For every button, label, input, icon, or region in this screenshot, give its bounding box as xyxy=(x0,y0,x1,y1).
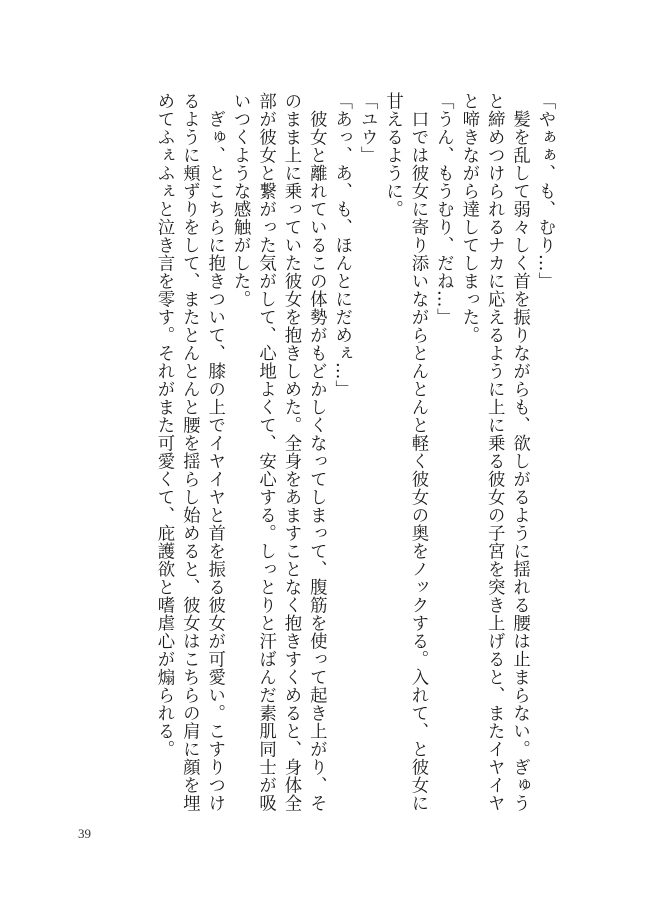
paragraph-8: ぎゅ、とこちらに抱きついて、膝の上でイヤイヤと首を振る彼女が可愛い。こすりつけるように頬ずりをして、またとんとんと腰を揺らし始めると、彼女はこちらの肩に顔を埋めてふぇふぇと泣き言を零す。それがまた可愛くて、庇護欲と嗜虐心が煽られる。 xyxy=(153,92,225,812)
paragraph-1: 「やぁぁ、も、むり…」 xyxy=(535,92,555,290)
paragraph-4: 口では彼女に寄り添いながらとんとんと軽く彼女の奥をノックする。入れて、と彼女に甘えるように。 xyxy=(382,92,428,812)
page-number: 39 xyxy=(78,826,91,841)
vertical-text-block xyxy=(151,92,558,812)
paragraph-6: 「あっ、あ、も、ほんとにだめぇ…」 xyxy=(331,92,352,398)
paragraph-3: 「うん、もうむり、だね…」 xyxy=(433,92,454,326)
paragraph-2: 髪を乱して弱々しく首を振りながらも、欲しがるように揺れる腰は止まらない。ぎゅうと締めつけられるナカに応えるように上に乗る彼女の子宮を突き上げると、またイヤイヤと啼きながら達してしまった。 xyxy=(458,92,530,812)
paragraph-5: 「ユウ」 xyxy=(357,92,378,164)
paragraph-7: 彼女と離れているこの体勢がもどかしくなってしまって、腹筋を使って起き上がり、そのまま上に乗っていた彼女を抱きしめた。全身をあますことなく抱きすくめると、身体全部が彼女と繋がった気がして、心地よくて、安心する。しっとりと汗ばんだ素肌同士が吸いつくような感触がした。 xyxy=(230,92,327,812)
